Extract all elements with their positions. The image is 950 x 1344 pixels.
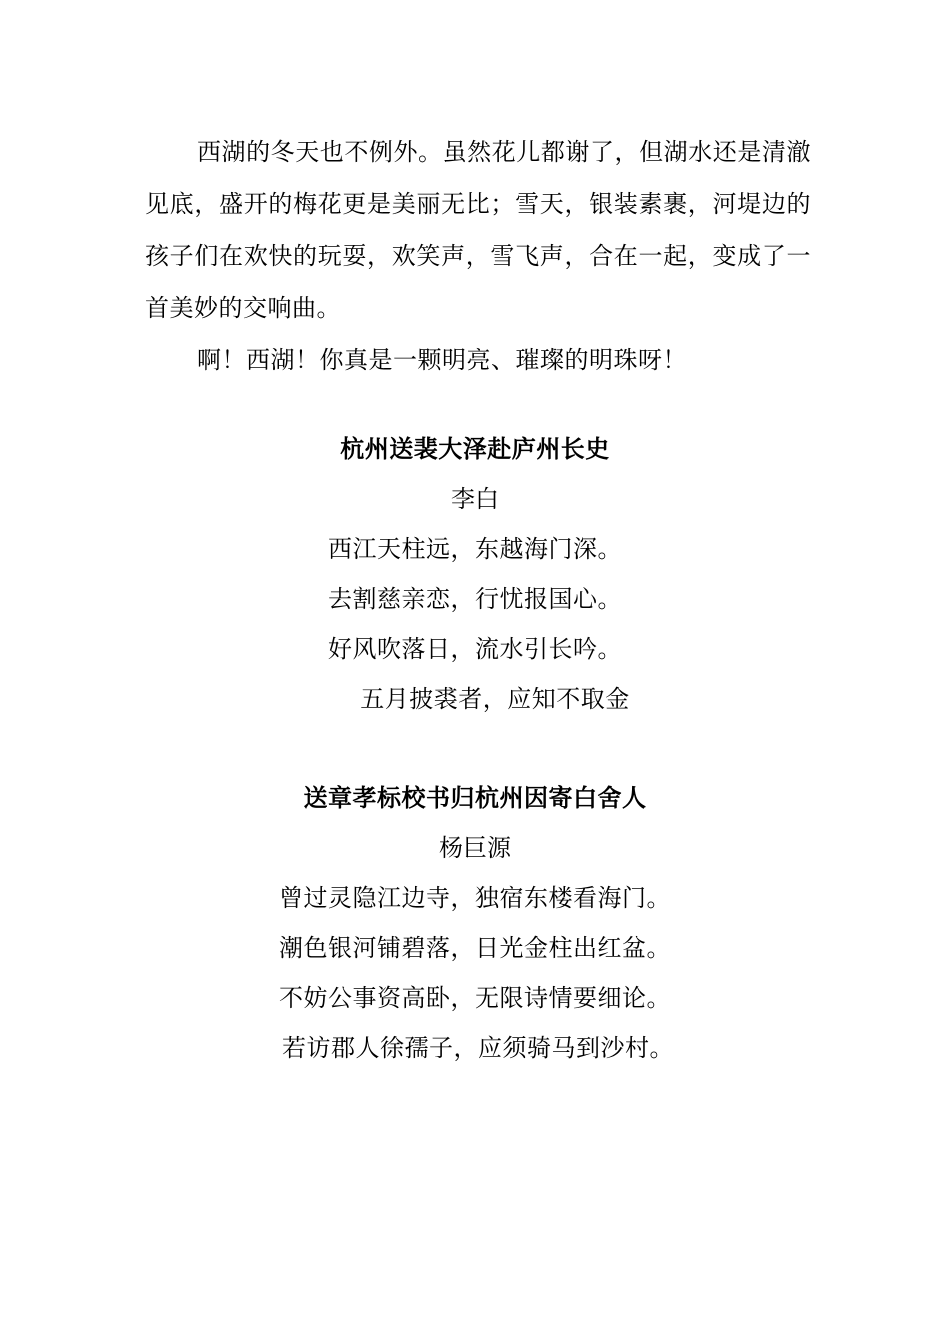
essay-paragraph-closing: 啊！西湖！你真是一颗明亮、璀璨的明珠呀！ <box>197 346 687 374</box>
poem-line: 好风吹落日，流水引长吟。 <box>328 635 622 663</box>
poem-line: 曾过灵隐江边寺，独宿东楼看海门。 <box>279 884 671 912</box>
poem-author: 李白 <box>451 485 499 513</box>
poem-li-bai <box>0 434 950 714</box>
poem-line: 西江天柱远，东越海门深。 <box>328 535 622 563</box>
poem-line: 潮色银河铺碧落，日光金柱出红盆。 <box>279 934 671 962</box>
essay-section <box>145 126 811 386</box>
poem-line: 去割慈亲恋，行忧报国心。 <box>328 585 622 613</box>
poem-yang-juyuan <box>0 783 950 1063</box>
poem-line: 不妨公事资高卧，无限诗情要细论。 <box>279 984 671 1012</box>
poem-title: 送章孝标校书归杭州因寄白舍人 <box>303 783 647 812</box>
essay-paragraph-winter: 西湖的冬天也不例外。虽然花儿都谢了，但湖水还是清澈见底，盛开的梅花更是美丽无比；雪天，银装素裹，河堤边的孩子们在欢快的玩耍，欢笑声，雪飞声，合在一起，变成了一首美妙的交响曲。 <box>145 138 811 322</box>
poem-title: 杭州送裴大泽赴庐州长史 <box>340 434 610 463</box>
poem-line: 五月披裘者，应知不取金 <box>360 685 630 713</box>
poem-line: 若访郡人徐孺子，应须骑马到沙村。 <box>282 1034 674 1062</box>
poem-author: 杨巨源 <box>439 834 511 862</box>
